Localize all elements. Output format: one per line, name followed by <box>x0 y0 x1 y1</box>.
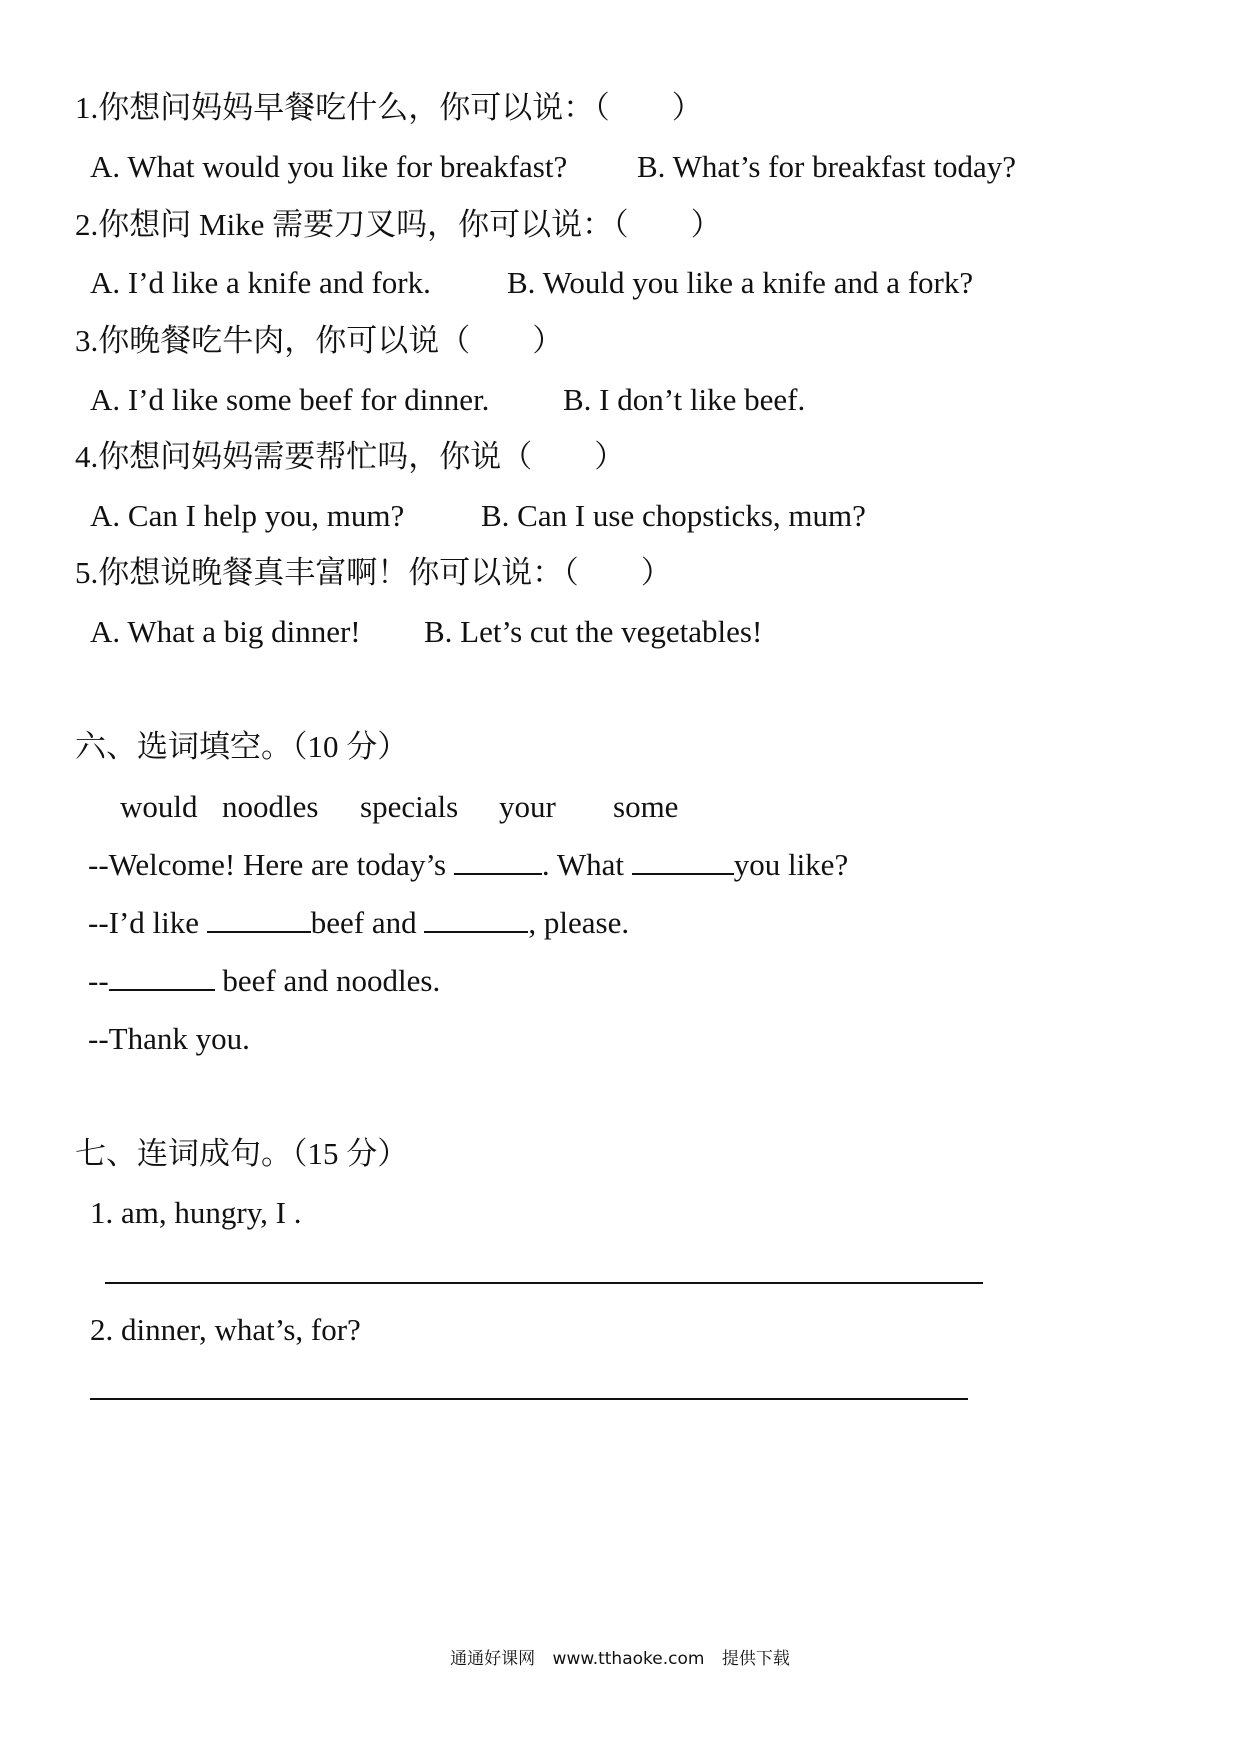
question-5-option-b: B. Let’s cut the vegetables! <box>424 614 763 649</box>
question-2-option-a: A. I’d like a knife and fork. <box>90 265 431 300</box>
dialogue-line-1-part-1: --Welcome! Here are today’s <box>88 847 454 882</box>
answer-blank[interactable] <box>207 907 311 933</box>
dialogue-line-1 <box>88 845 848 885</box>
word-bank-some: some <box>613 789 679 824</box>
answer-line-1[interactable] <box>105 1282 983 1284</box>
dialogue-line-2-part-2: beef and <box>310 905 425 940</box>
question-1-option-a: A. What would you like for breakfast? <box>90 149 568 184</box>
dialogue-line-3-part-2: beef and noodles. <box>214 963 441 998</box>
dialogue-line-1-part-2: . What <box>541 847 632 882</box>
answer-blank[interactable] <box>424 907 528 933</box>
dialogue-line-2 <box>88 903 629 943</box>
dialogue-line-3-part-1: -- <box>88 963 109 998</box>
dialogue-line-2-part-1: --I’d like <box>88 905 207 940</box>
sentence-item-2: 2. dinner, what’s, for? <box>90 1312 361 1347</box>
answer-line-2[interactable] <box>90 1398 968 1400</box>
question-3-prompt: 3.你晚餐吃牛肉，你可以说（ ） <box>75 323 564 358</box>
answer-blank[interactable] <box>454 849 542 875</box>
dialogue-line-2-part-3: , please. <box>528 905 630 940</box>
word-bank-noodles: noodles <box>222 789 319 824</box>
question-5-option-a: A. What a big dinner! <box>90 614 361 649</box>
word-bank-specials: specials <box>360 789 459 824</box>
question-1-option-b: B. What’s for breakfast today? <box>637 149 1017 184</box>
question-4-option-b: B. Can I use chopsticks, mum? <box>481 498 866 533</box>
question-4-prompt: 4.你想问妈妈需要帮忙吗，你说（ ） <box>75 439 626 474</box>
question-4-option-a: A. Can I help you, mum? <box>90 498 405 533</box>
question-3-option-a: A. I’d like some beef for dinner. <box>90 382 490 417</box>
dialogue-line-1-part-3: you like? <box>733 847 849 882</box>
page-footer <box>0 1644 1240 1669</box>
word-bank-would: would <box>120 789 198 824</box>
dialogue-line-4: --Thank you. <box>88 1021 250 1056</box>
answer-blank[interactable] <box>632 849 734 875</box>
footer-suffix: 提供下载 <box>721 1649 790 1669</box>
question-2-prompt: 2.你想问 Mike 需要刀叉吗，你可以说：（ ） <box>75 207 722 242</box>
word-bank-your: your <box>499 789 556 824</box>
section-7-heading: 七、连词成句。（15 分） <box>75 1136 409 1171</box>
question-5-prompt: 5.你想说晚餐真丰富啊！你可以说：（ ） <box>75 555 672 590</box>
section-6-heading: 六、选词填空。（10 分） <box>75 729 409 764</box>
question-1-prompt: 1.你想问妈妈早餐吃什么，你可以说：（ ） <box>75 90 703 125</box>
footer-site-name: 通通好课网 <box>450 1649 536 1669</box>
answer-blank[interactable] <box>109 965 215 991</box>
question-2-option-b: B. Would you like a knife and a fork? <box>507 265 974 300</box>
sentence-item-1: 1. am, hungry, I . <box>90 1195 302 1230</box>
question-3-option-b: B. I don’t like beef. <box>563 382 806 417</box>
dialogue-line-3 <box>88 961 440 1001</box>
footer-url[interactable]: www.tthaoke.com <box>552 1649 705 1669</box>
